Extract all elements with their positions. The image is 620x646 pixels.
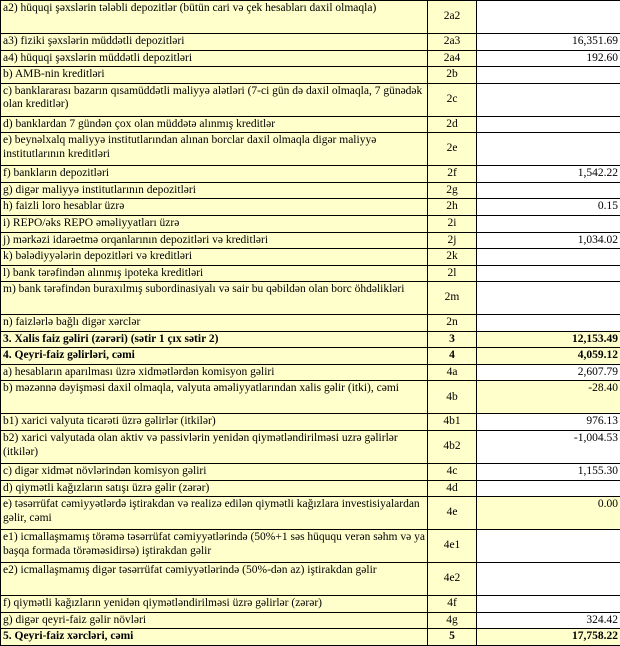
table-row <box>1 215 620 232</box>
row-value-cell: 192.60 <box>477 50 620 67</box>
row-value-cell <box>477 563 620 596</box>
row-value-cell: 12,153.49 <box>477 331 620 348</box>
row-code-cell: 2b <box>428 67 477 84</box>
row-code-cell: 2m <box>428 282 477 315</box>
row-description-cell: c) banklararası bazarın qısamüddətli maliyyə alətləri (7-ci gün də daxil olmaqla, 7 günədək olan kreditlər) <box>1 83 428 116</box>
row-description-cell: 4. Qeyri-faiz gəlirləri, cəmi <box>1 348 428 365</box>
row-code-cell: 4b <box>428 381 477 414</box>
row-code-cell: 2j <box>428 232 477 249</box>
table-row <box>1 34 620 51</box>
table-row <box>1 199 620 216</box>
row-value-cell <box>477 480 620 497</box>
table-row <box>1 530 620 563</box>
row-description-cell: d) banklardan 7 gündən çox olan müddətə alınmış kreditlər <box>1 116 428 133</box>
row-description-cell: 5. Qeyri-faiz xərcləri, cəmi <box>1 629 428 646</box>
row-value-cell: 1,034.02 <box>477 232 620 249</box>
row-code-cell: 4f <box>428 596 477 613</box>
row-code-cell: 2a4 <box>428 50 477 67</box>
table-row <box>1 67 620 84</box>
row-value-cell <box>477 116 620 133</box>
row-code-cell: 3 <box>428 331 477 348</box>
row-description-cell: i) REPO/əks REPO əməliyyatları üzrə <box>1 215 428 232</box>
financial-table-body <box>1 1 620 646</box>
row-code-cell: 4e <box>428 497 477 530</box>
row-code-cell: 4a <box>428 364 477 381</box>
row-value-cell <box>477 596 620 613</box>
table-row <box>1 166 620 183</box>
row-description-cell: f) qiymətli kağızların yenidən qiymətləndirilməsi üzrə gəlirlər (zərər) <box>1 596 428 613</box>
row-code-cell: 4b1 <box>428 414 477 431</box>
row-description-cell: l) bank tərəfindən alınmış ipoteka kreditləri <box>1 265 428 282</box>
row-code-cell: 4d <box>428 480 477 497</box>
row-value-cell <box>477 530 620 563</box>
table-row <box>1 1 620 34</box>
row-value-cell: 0.15 <box>477 199 620 216</box>
table-row <box>1 612 620 629</box>
row-code-cell: 2k <box>428 249 477 266</box>
row-description-cell: b) məzənnə dəyişməsi daxil olmaqla, valyuta əməliyyatlarından xalis gəlir (itki), cəmi <box>1 381 428 414</box>
row-description-cell: e2) icmallaşmamış digər təsərrüfat cəmiyyətlərində (50%-dən az) iştirakdan gəlir <box>1 563 428 596</box>
row-value-cell: -1,004.53 <box>477 431 620 464</box>
row-description-cell: m) bank tərəfindən buraxılmış subordinasiyalı və sair bu qəbildən olan borc öhdəlikləri <box>1 282 428 315</box>
table-row <box>1 596 620 613</box>
row-value-cell: 17,758.22 <box>477 629 620 646</box>
row-description-cell: h) faizli loro hesablar üzrə <box>1 199 428 216</box>
row-value-cell: 0.00 <box>477 497 620 530</box>
table-row <box>1 116 620 133</box>
row-description-cell: a3) fiziki şəxslərin müddətli depozitləri <box>1 34 428 51</box>
row-value-cell <box>477 315 620 332</box>
row-value-cell: 16,351.69 <box>477 34 620 51</box>
row-value-cell <box>477 83 620 116</box>
row-code-cell: 2d <box>428 116 477 133</box>
row-code-cell: 2e <box>428 133 477 166</box>
row-description-cell: b2) xarici valyutada olan aktiv və passivlərin yenidən qiymətləndirilməsi uzrə gəlirlər (itkilər) <box>1 431 428 464</box>
row-code-cell: 4c <box>428 464 477 481</box>
row-code-cell: 4b2 <box>428 431 477 464</box>
row-description-cell: 3. Xalis faiz gəliri (zərəri) (sətir 1 çıx sətir 2) <box>1 331 428 348</box>
row-value-cell <box>477 249 620 266</box>
table-row <box>1 431 620 464</box>
table-row <box>1 50 620 67</box>
table-row <box>1 348 620 365</box>
row-description-cell: e) təsərrüfat cəmiyyətlərdə iştirakdan və realizə edilən qiymətli kağızlara investisiyalardan gəlir, cəmi <box>1 497 428 530</box>
table-row <box>1 331 620 348</box>
row-code-cell: 2a3 <box>428 34 477 51</box>
row-code-cell: 2c <box>428 83 477 116</box>
row-code-cell: 2i <box>428 215 477 232</box>
row-value-cell: 324.42 <box>477 612 620 629</box>
row-code-cell: 2n <box>428 315 477 332</box>
table-row <box>1 182 620 199</box>
row-value-cell: 2,607.79 <box>477 364 620 381</box>
table-row <box>1 265 620 282</box>
row-value-cell <box>477 265 620 282</box>
table-row <box>1 83 620 116</box>
row-description-cell: a4) hüquqi şəxslərin müddətli depozitləri <box>1 50 428 67</box>
table-row <box>1 381 620 414</box>
row-description-cell: f) bankların depozitləri <box>1 166 428 183</box>
table-row <box>1 315 620 332</box>
row-description-cell: g) digər qeyri-faiz gəlir növləri <box>1 612 428 629</box>
row-code-cell: 5 <box>428 629 477 646</box>
row-code-cell: 2a2 <box>428 1 477 34</box>
row-description-cell: e1) icmallaşmamış törəmə təsərrüfat cəmiyyətlərində (50%+1 səs hüququ verən səhm və ya başqa formada törəməsidirsə) iştirakdan gəlir <box>1 530 428 563</box>
table-row <box>1 497 620 530</box>
row-description-cell: n) faizlərlə bağlı digər xərclər <box>1 315 428 332</box>
row-value-cell <box>477 282 620 315</box>
row-description-cell: b1) xarici valyuta ticarəti üzrə gəlirlər (itkilər) <box>1 414 428 431</box>
row-description-cell: d) qiymətli kağızların satışı üzrə gəlir (zərər) <box>1 480 428 497</box>
row-description-cell: k) bələdiyyələrin depozitləri və kreditləri <box>1 249 428 266</box>
table-row <box>1 629 620 646</box>
table-row <box>1 364 620 381</box>
row-value-cell: 976.13 <box>477 414 620 431</box>
row-value-cell: 1,542.22 <box>477 166 620 183</box>
row-code-cell: 2g <box>428 182 477 199</box>
row-code-cell: 4e1 <box>428 530 477 563</box>
row-description-cell: a) hesabların aparılması üzrə xidmətlərdən komisyon gəliri <box>1 364 428 381</box>
table-row <box>1 249 620 266</box>
table-row <box>1 563 620 596</box>
table-row <box>1 414 620 431</box>
row-description-cell: g) digər maliyyə institutlarının depozitləri <box>1 182 428 199</box>
row-code-cell: 4g <box>428 612 477 629</box>
row-value-cell <box>477 215 620 232</box>
table-row <box>1 282 620 315</box>
row-value-cell <box>477 1 620 34</box>
row-value-cell: 4,059.12 <box>477 348 620 365</box>
table-row <box>1 464 620 481</box>
table-row <box>1 232 620 249</box>
table-row <box>1 480 620 497</box>
row-description-cell: b) AMB-nin kreditləri <box>1 67 428 84</box>
row-value-cell: 1,155.30 <box>477 464 620 481</box>
row-code-cell: 4 <box>428 348 477 365</box>
row-value-cell <box>477 67 620 84</box>
row-description-cell: j) mərkəzi idarəetmə orqanlarının depozitləri və kreditləri <box>1 232 428 249</box>
row-value-cell <box>477 133 620 166</box>
row-code-cell: 2f <box>428 166 477 183</box>
row-code-cell: 2l <box>428 265 477 282</box>
row-code-cell: 4e2 <box>428 563 477 596</box>
row-value-cell <box>477 182 620 199</box>
table-row <box>1 133 620 166</box>
row-description-cell: a2) hüquqi şəxslərin tələbli depozitlər (bütün cari və çek hesabları daxil olmaqla) <box>1 1 428 34</box>
row-description-cell: c) digər xidmət növlərindən komisyon gəliri <box>1 464 428 481</box>
row-description-cell: e) beynəlxalq maliyyə institutlarından alınan borclar daxil olmaqla digər maliyyə institutlarının kreditləri <box>1 133 428 166</box>
row-code-cell: 2h <box>428 199 477 216</box>
row-value-cell: -28.40 <box>477 381 620 414</box>
